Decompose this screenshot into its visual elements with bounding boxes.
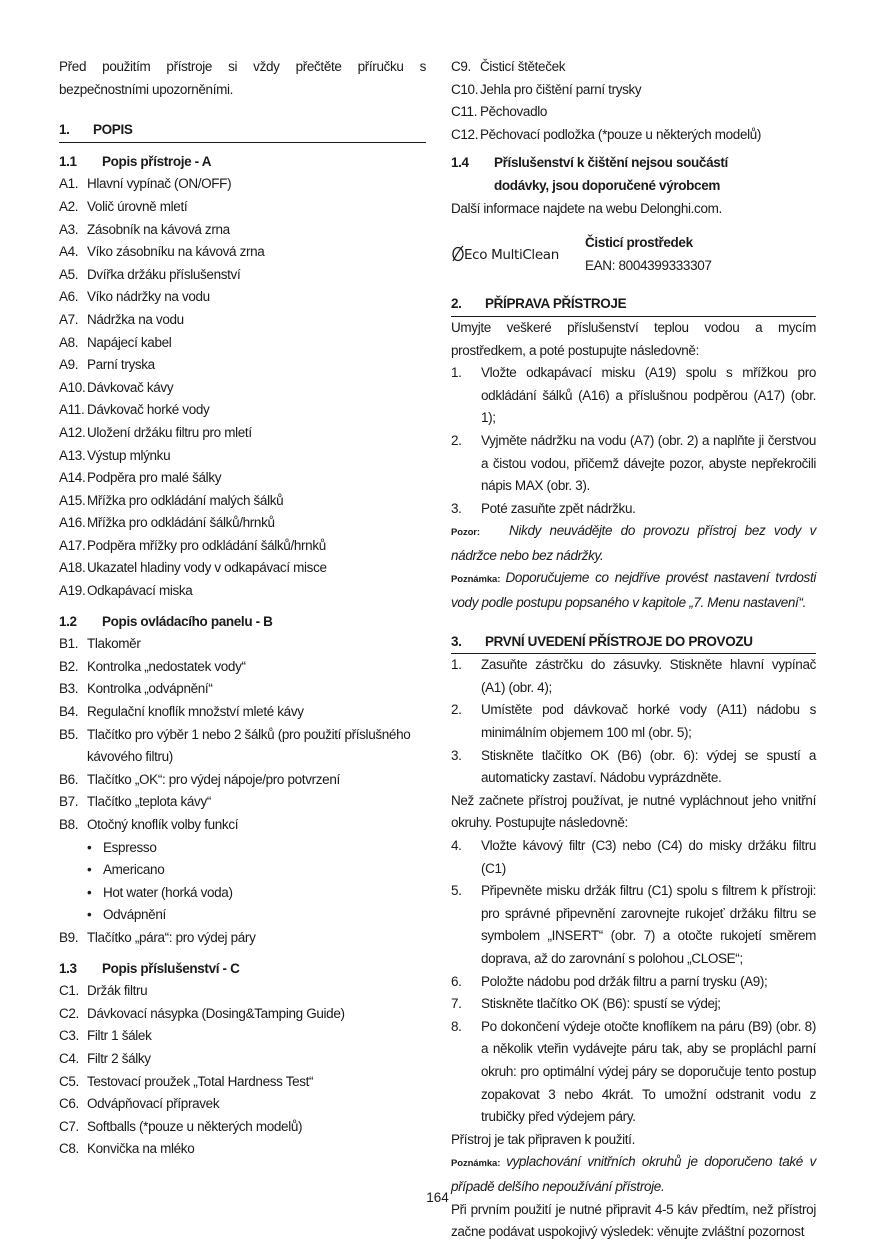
numbered-step — [451, 362, 816, 430]
item-text: Softballs (*pouze u některých modelů) — [87, 1118, 303, 1134]
item-text: Víko zásobníku na kávová zrna — [87, 244, 265, 260]
item-text: Dávkovací násypka (Dosing&Tamping Guide) — [87, 1005, 345, 1021]
list-item — [59, 980, 426, 1003]
item-key: A9. — [59, 357, 79, 373]
item-key: A17. — [59, 537, 86, 553]
item-text: Odkapávací miska — [87, 583, 193, 599]
note-label: Poznámka: — [451, 1158, 501, 1170]
accessories-list — [59, 980, 426, 1161]
item-key: A7. — [59, 311, 79, 327]
item-text: Testovací proužek „Total Hardness Test“ — [87, 1073, 314, 1089]
list-item — [59, 422, 426, 445]
item-text: Stiskněte tlačítko OK (B6) (obr. 6): výdej se spustí a automaticky zastaví. Nádobu vyprázdněte. — [481, 747, 816, 786]
list-item — [59, 1138, 426, 1161]
eco-multiclean-logo — [451, 238, 585, 266]
numbered-step — [451, 880, 816, 970]
item-key: A11. — [59, 402, 85, 418]
item-text: Dávkovač kávy — [87, 379, 174, 395]
item-text: Dvířka držáku příslušenství — [87, 266, 241, 282]
function-knob-options — [59, 837, 426, 927]
item-text: Vyjměte nádržku na vodu (A7) (obr. 2) a naplňte ji čerstvou a čistou vodou, přičemž dávejte pozor, abyste nepřekročili nápis MAX (obr. 3). — [481, 432, 816, 494]
section-2-intro: Umyjte veškeré příslušenství teplou vodou a mycím prostředkem, a poté postupujte následovně: — [451, 319, 816, 358]
item-text: Volič úrovně mletí — [87, 198, 188, 214]
list-item — [59, 927, 426, 950]
item-key: C6. — [59, 1096, 79, 1112]
item-text: Konvička na mléko — [87, 1141, 195, 1157]
list-item — [59, 535, 426, 558]
item-text: Mřížka pro odkládání šálků/hrnků — [87, 515, 275, 531]
item-text: Kontrolka „odvápnění“ — [87, 681, 213, 697]
list-item — [59, 791, 426, 814]
item-text: Tlakoměr — [87, 636, 141, 652]
item-key: 7. — [451, 996, 462, 1012]
item-key: A14. — [59, 470, 86, 486]
item-text: Filtr 2 šálky — [87, 1050, 151, 1066]
item-key: B9. — [59, 929, 79, 945]
note-text: vyplachování vnitřních okruhů je doporučeno také v případě delšího nepoužívání přístroje. — [451, 1154, 816, 1194]
section-number: 1.3 — [59, 960, 77, 976]
section-title: PRVNÍ UVEDENÍ PŘÍSTROJE DO PROVOZU — [485, 633, 753, 649]
item-text: Tlačítko „OK“: pro výdej nápoje/pro potvrzení — [87, 771, 340, 787]
list-item — [59, 264, 426, 287]
section-number: 1.2 — [59, 613, 77, 629]
item-key: 5. — [451, 883, 462, 899]
list-item — [59, 286, 426, 309]
item-key: B7. — [59, 794, 79, 810]
item-text: Americano — [103, 862, 165, 878]
item-key: B1. — [59, 636, 79, 652]
item-key: B5. — [59, 726, 79, 742]
list-item — [59, 656, 426, 679]
list-item — [59, 512, 426, 535]
warning-label: Pozor: — [451, 527, 480, 539]
item-key: C10. — [451, 81, 479, 97]
numbered-step — [451, 654, 816, 699]
item-key: A12. — [59, 424, 86, 440]
product-ean: EAN: 8004399333307 — [585, 257, 712, 273]
list-item — [59, 219, 426, 242]
section-title: Popis ovládacího panelu - B — [102, 613, 273, 629]
list-item — [59, 814, 426, 837]
item-text: Tlačítko „teplota kávy“ — [87, 794, 211, 810]
item-key: 3. — [451, 500, 462, 516]
appliance-parts-list — [59, 173, 426, 602]
accessories-list-continued — [451, 56, 816, 146]
item-text: Podpěra pro malé šálky — [87, 470, 222, 486]
item-key: A19. — [59, 583, 86, 599]
section-number: 1.1 — [59, 153, 77, 169]
item-key: B6. — [59, 771, 79, 787]
item-text: Napájecí kabel — [87, 334, 172, 350]
item-key: A16. — [59, 515, 86, 531]
bullet-dot: • — [87, 907, 92, 923]
list-item — [59, 557, 426, 580]
item-text: Dávkovač horké vody — [87, 402, 210, 418]
list-item — [451, 56, 816, 79]
section-number: 2. — [451, 296, 462, 312]
item-text: Pěchovací podložka (*pouze u některých modelů) — [480, 126, 762, 142]
list-item — [59, 633, 426, 656]
section-1-1-heading — [59, 151, 426, 174]
section-title: Popis přístroje - A — [102, 153, 212, 169]
list-item — [59, 1025, 426, 1048]
numbered-step — [451, 498, 816, 521]
bullet-item — [59, 882, 426, 905]
list-item — [59, 241, 426, 264]
item-text: Pěchovadlo — [480, 104, 548, 120]
item-key: C12. — [451, 126, 479, 142]
item-key: A4. — [59, 244, 79, 260]
final-text: Při prvním použití je nutné připravit 4-5 káv předtím, než přístroj začne podávat uspokojivý výsledek: věnujte zvláštní pozornost — [451, 1201, 816, 1240]
bullet-item — [59, 859, 426, 882]
item-key: 1. — [451, 657, 462, 673]
list-item — [59, 173, 426, 196]
item-key: A5. — [59, 266, 79, 282]
bullet-dot: • — [87, 839, 92, 855]
list-item — [59, 678, 426, 701]
list-item — [59, 580, 426, 603]
numbered-step — [451, 745, 816, 790]
item-text: Parní tryska — [87, 357, 155, 373]
item-text: Nádržka na vodu — [87, 311, 184, 327]
list-item — [59, 1003, 426, 1026]
product-info — [585, 232, 712, 277]
note — [451, 567, 816, 614]
page-number: 164 — [426, 1190, 449, 1205]
list-item — [59, 332, 426, 355]
item-key: 3. — [451, 747, 462, 763]
note-label: Poznámka: — [451, 574, 501, 586]
item-text: Hlavní vypínač (ON/OFF) — [87, 176, 232, 192]
info-text: Další informace najdete na webu Delonghi.com. — [451, 200, 722, 216]
list-item — [59, 309, 426, 332]
item-text: Tlačítko pro výběr 1 nebo 2 šálků (pro použití příslušného kávového filtru) — [87, 726, 411, 765]
item-text: Poté zasuňte zpět nádržku. — [481, 500, 636, 516]
item-text: Po dokončení výdeje otočte knoflíkem na páru (B9) (obr. 8) a několik vteřin vydávejte páru tak, aby se propláchl parní okruh: pro optimální výdej páry se doporučuje tento postup zopakovat 3 nebo 4krát. To umožní odstranit vodu z trubičky před výdejem páry. — [481, 1018, 816, 1125]
item-key: A10. — [59, 379, 86, 395]
item-key: A15. — [59, 492, 86, 508]
item-text: Odvápnění — [103, 907, 166, 923]
bullet-item — [59, 837, 426, 860]
section-title-line2: dodávky, jsou doporučené výrobcem — [494, 177, 721, 193]
item-key: B8. — [59, 817, 79, 832]
list-item — [59, 196, 426, 219]
item-key: B2. — [59, 658, 79, 674]
numbered-step — [451, 430, 816, 498]
first-use-steps — [451, 654, 816, 790]
logo-text: Eco MultiClean — [464, 247, 559, 264]
list-item — [59, 467, 426, 490]
item-key: A1. — [59, 176, 79, 192]
item-text: Vložte odkapávací misku (A19) spolu s mřížkou pro odkládání šálků (A16) a příslušnou podpěrou (A17) (obr. 1); — [481, 365, 816, 426]
numbered-step — [451, 971, 816, 994]
item-text: Tlačítko „pára“: pro výdej páry — [87, 929, 256, 945]
item-text: Filtr 1 šálek — [87, 1028, 152, 1044]
item-key: C2. — [59, 1005, 79, 1021]
item-text: Připevněte misku držák filtru (C1) spolu s filtrem k přístroji: pro správné připevnění zarovnejte rukojeť držáku filtru se symbolem „INSERT“ (obr. 7) a otočte rukojetí směrem doprava, až do zarovnání s polohou „CLOSE“; — [481, 883, 816, 966]
item-text: Držák filtru — [87, 983, 148, 999]
item-text: Čisticí štěteček — [480, 59, 566, 74]
list-item — [451, 101, 816, 124]
item-text: Zásobník na kávová zrna — [87, 221, 230, 237]
section-1-2-heading — [59, 611, 426, 634]
item-key: C7. — [59, 1118, 79, 1134]
section-3-heading — [451, 631, 816, 655]
item-key: 1. — [451, 365, 462, 381]
item-key: 2. — [451, 702, 462, 718]
list-item — [59, 377, 426, 400]
list-item — [59, 354, 426, 377]
numbered-step — [451, 1016, 816, 1129]
section-number: 1. — [59, 122, 70, 138]
warning-text: Nikdy neuvádějte do provozu přístroj bez vody v nádržce nebo bez nádržky. — [451, 523, 816, 563]
item-key: 8. — [451, 1018, 462, 1034]
list-item — [451, 124, 816, 147]
section-number: 1.4 — [451, 155, 469, 171]
item-text: Regulační knoflík množství mleté kávy — [87, 704, 304, 720]
item-key: A2. — [59, 198, 79, 214]
left-column — [59, 56, 426, 1161]
item-text: Výstup mlýnku — [87, 447, 171, 463]
list-item — [59, 445, 426, 468]
list-item — [59, 701, 426, 724]
list-item — [59, 1093, 426, 1116]
item-key: B4. — [59, 704, 79, 720]
list-item — [59, 490, 426, 513]
numbered-step — [451, 835, 816, 880]
list-item — [59, 724, 426, 769]
bullet-dot: • — [87, 884, 92, 900]
section-number: 3. — [451, 633, 462, 649]
numbered-step — [451, 993, 816, 1016]
item-key: A3. — [59, 221, 79, 237]
item-key: C9. — [451, 59, 471, 74]
rinse-intro: Než začnete přístroj používat, je nutné vypláchnout jeho vnitřní okruhy. Postupujte následovně: — [451, 792, 816, 831]
section-title: PŘÍPRAVA PŘÍSTROJE — [485, 296, 627, 312]
list-item — [59, 1048, 426, 1071]
item-key: B3. — [59, 681, 79, 697]
bullet-item — [59, 904, 426, 927]
warning-note — [451, 520, 816, 567]
item-key: A13. — [59, 447, 86, 463]
section-1-4-heading — [451, 152, 816, 197]
item-text: Mřížka pro odkládání malých šálků — [87, 492, 284, 508]
item-text: Víko nádržky na vodu — [87, 289, 210, 305]
section-title-line1: Příslušenství k čištění nejsou součástí — [494, 155, 728, 171]
item-text: Umístěte pod dávkovač horké vody (A11) nádobu s minimálním objemem 100 ml (obr. 5); — [481, 702, 816, 741]
product-name: Čisticí prostředek — [585, 235, 693, 251]
preparation-steps — [451, 362, 816, 520]
control-panel-list — [59, 633, 426, 836]
numbered-step — [451, 699, 816, 744]
list-item — [59, 1071, 426, 1094]
item-text: Položte nádobu pod držák filtru a parní trysku (A9); — [481, 973, 768, 989]
item-key: 6. — [451, 973, 462, 989]
item-text: Hot water (horká voda) — [103, 884, 233, 900]
right-column — [451, 56, 816, 1244]
list-item — [59, 1116, 426, 1139]
item-text: Odvápňovací přípravek — [87, 1096, 220, 1112]
list-item — [59, 399, 426, 422]
section-1-heading — [59, 119, 426, 143]
item-key: C1. — [59, 983, 79, 999]
note-text: Doporučujeme co nejdříve provést nastavení tvrdosti vody podle postupu popsaného v kapitole „7. Menu nastavení“. — [451, 570, 816, 611]
item-text: Uložení držáku filtru pro mletí — [87, 424, 252, 440]
item-text: Vložte kávový filtr (C3) nebo (C4) do misky držáku filtru (C1) — [481, 838, 816, 876]
item-key: A8. — [59, 334, 79, 350]
rinse-steps — [451, 835, 816, 1129]
item-text: Ukazatel hladiny vody v odkapávací misce — [87, 560, 327, 576]
section-title: Popis příslušenství - C — [102, 960, 240, 976]
list-item — [59, 769, 426, 792]
cleaning-product — [451, 232, 816, 277]
item-text: Jehla pro čištění parní trysky — [480, 81, 642, 97]
item-key: C4. — [59, 1050, 79, 1066]
bullet-dot: • — [87, 862, 92, 878]
item-key: 4. — [451, 838, 462, 853]
item-key: A6. — [59, 289, 79, 305]
item-key: C8. — [59, 1141, 79, 1157]
list-item — [451, 79, 816, 102]
intro-text: Před použitím přístroje si vždy přečtěte příručku s bezpečnostními upozorněními. — [59, 59, 426, 97]
section-1-3-heading — [59, 958, 426, 981]
item-key: A18. — [59, 560, 86, 576]
section-2-heading — [451, 293, 816, 317]
item-key: C11. — [451, 104, 478, 120]
ready-text: Přístroj je tak připraven k použití. — [451, 1131, 635, 1147]
item-text: Otočný knoflík volby funkcí — [87, 817, 239, 832]
item-key: 2. — [451, 432, 462, 448]
item-key: C3. — [59, 1028, 79, 1044]
item-key: C5. — [59, 1073, 79, 1089]
item-text: Espresso — [103, 839, 157, 855]
item-text: Kontrolka „nedostatek vody“ — [87, 658, 246, 674]
item-text: Zasuňte zástrčku do zásuvky. Stiskněte hlavní vypínač (A1) (obr. 4); — [481, 657, 816, 695]
item-text: Podpěra mřížky pro odkládání šálků/hrnků — [87, 537, 326, 553]
section-title: POPIS — [93, 122, 133, 138]
item-text: Stiskněte tlačítko OK (B6): spustí se výdej; — [481, 996, 721, 1012]
